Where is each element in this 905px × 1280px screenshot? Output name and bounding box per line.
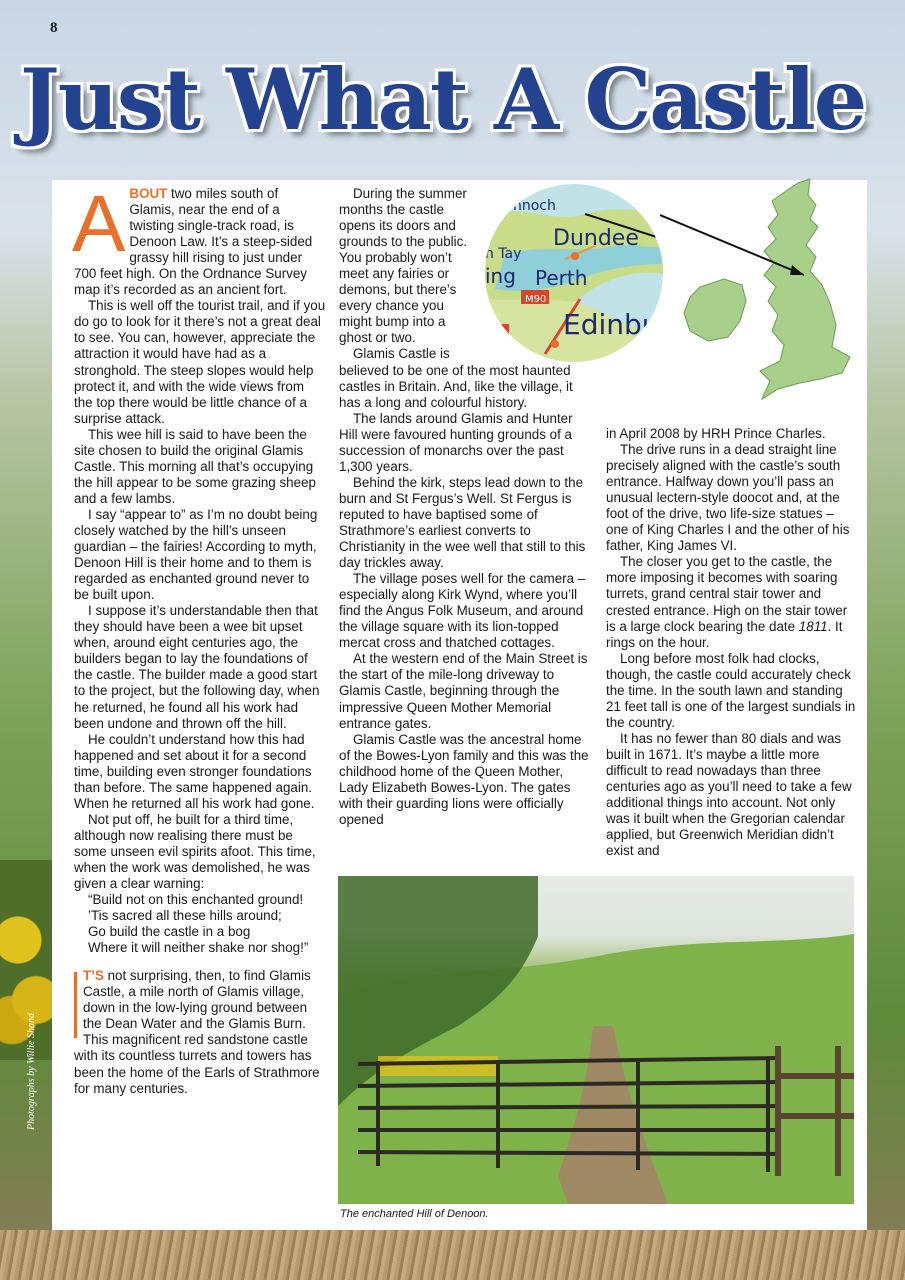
verse-line: Go build the castle in a bog: [88, 924, 251, 940]
verse-line: Where it will neither shake nor shog!”: [88, 940, 309, 956]
map-label: h Tay: [485, 246, 522, 262]
paragraph: Not put off, he built for a third time, although now realising there must be some unseen evil spirits afoot. This time, when the work was demolished, he was given a clear warning:: [74, 811, 316, 892]
uk-map-icon: [660, 175, 860, 415]
paragraph: Behind the kirk, steps lead down to the burn and St Fergus’s Well. St Fergus is reputed to have baptised some of Strathmore’s earliest converts to Christianity in the wee well that still to this day trickles away.: [339, 474, 586, 571]
paragraph: During the summer months the castle opens its doors and grounds to the public. You probably won’t meet any fairies or demons, but there’s every chance you might bump into a ghost or two.: [339, 186, 468, 346]
paragraph: I suppose it’s understandable then that they should have been a wee bit upset when, around eight centuries ago, the builders began to lay the foundations of the castle. The builder made a good start to the project, but the following day, when he returned, he found all his work had been undone and thrown off the hill.: [74, 603, 320, 731]
map-label: nnoch: [513, 198, 556, 214]
paragraph: Long before most folk had clocks, though, the castle could accurately check the time. In the south lawn and standing 21 feet tall is one of the largest sundials in the country.: [606, 650, 856, 730]
paragraph: He couldn’t understand how this had happened and set about it for a second time, building even stronger foundations than before. The same happened again. When he returned all his work had gone.: [74, 731, 315, 811]
paragraph: [74, 968, 326, 1096]
map-label: Dundee: [553, 226, 639, 251]
drop-cap-bar: [74, 972, 77, 1038]
drop-cap: A: [72, 179, 126, 268]
verse-line: “Build not on this enchanted ground!: [88, 892, 304, 908]
page-number: 8: [50, 20, 58, 36]
landscape-photo: [338, 876, 854, 1204]
article-column-1: [72, 179, 326, 1097]
grass-strip-background: [0, 1230, 905, 1280]
map-label: M90: [525, 294, 547, 305]
paragraph: At the western end of the Main Street is the start of the mile-long driveway to Glamis Castle, beginning through the impressive Queen Mother Memorial entrance gates.: [339, 651, 588, 731]
photo-caption: The enchanted Hill of Denoon.: [340, 1208, 489, 1220]
map-label: ing: [485, 264, 516, 288]
paragraph: in April 2008 by HRH Prince Charles.: [606, 426, 826, 441]
lead-in: BOUT: [129, 186, 168, 201]
paragraph: [606, 554, 856, 650]
paragraph: This is well off the tourist trail, and if you do go to look for it there’s not a great deal to see. You can, however, appreciate the attraction it would have had as a stronghold. The steep slopes would help protect it, and with the wide views from the top there would be little chance of a surprise attack.: [74, 298, 326, 426]
paragraph: The lands around Glamis and Hunter Hill were favoured hunting grounds of a succession of monarchs over the past 1,300 years.: [339, 410, 573, 474]
article-column-3: [606, 426, 856, 859]
paragraph-text: two miles south of Glamis, near the end of a twisting single-track road, is Denoon Law. It’s a steep-sided grassy hill rising to just under 700 feet high. On the Ordnance Survey map it’s recorded as an ancient fort.: [74, 186, 313, 298]
paragraph-text: not surprising, then, to find Glamis Castle, a mile north of Glamis village, down in the low-lying ground between the Dean Water and the Glamis Burn. This magnificent red sandstone castle with its countless turrets and towers has been the home of the Earls of Strathmore for many centuries.: [74, 968, 320, 1096]
paragraph: The village poses well for the camera – especially along Kirk Wynd, where you’ll find the Angus Folk Museum, and around the village square with its lion-topped mercat cross and thatched cottages.: [339, 571, 586, 651]
paragraph: [72, 179, 326, 298]
paragraph: Glamis Castle is believed to be one of the most haunted castles in Britain. And, like the village, it has a long and colourful history.: [339, 346, 573, 410]
paragraph: The drive runs in a dead straight line precisely aligned with the castle’s south entrance. Halfway down you’ll pass an unusual lectern-style doocot and, at the foot of the drive, two life-size statues – one of King Charles I and the other of his father, King James VI.: [606, 442, 850, 554]
map-label: Edinbu: [563, 308, 660, 341]
map-label: Perth: [535, 266, 588, 290]
verse-line: ’Tis sacred all these hills around;: [88, 908, 282, 924]
paragraph-text: . It rings on the hour.: [606, 618, 843, 650]
verse: [74, 892, 326, 956]
lead-in: T’S: [83, 968, 104, 984]
photo-scene: [338, 876, 854, 1204]
paragraph: This wee hill is said to have been the site chosen to build the original Glamis Castle. This morning all that’s occupying the hill appear to be some grazing sheep and a few lambs.: [74, 426, 316, 506]
clock-date: 1811: [798, 618, 828, 634]
paragraph: Glamis Castle was the ancestral home of the Bowes-Lyon family and this was the childhood home of the Queen Mother, Lady Elizabeth Bowes-Lyon. The gates with their guarding lions were officially opened: [339, 731, 589, 827]
photo-credit: Photographs by Willie Shand: [26, 1013, 37, 1130]
article-headline: Just What A Castle: [20, 50, 866, 149]
map-label: M9: [489, 326, 504, 337]
map-inset: [485, 184, 663, 362]
paragraph-text: The closer you get to the castle, the more imposing it becomes with soaring turrets, grand central stair tower and crested entrance. High on the stair tower is a large clock bearing the date: [606, 554, 848, 634]
paragraph: I say “appear to” as I’m no doubt being closely watched by the hill’s unseen guardian – the fairies! According to myth, Denoon Hill is their home and to them is regarded as enchanted ground never to be built upon.: [74, 506, 318, 603]
paragraph: It has no fewer than 80 dials and was built in 1671. It’s maybe a little more difficult to read nowadays than three centuries ago as you’ll need to take a few additional things into account. Not only was it built when the Gregorian calendar applied, but Greenwich Meridian didn’t exist and: [606, 730, 852, 859]
